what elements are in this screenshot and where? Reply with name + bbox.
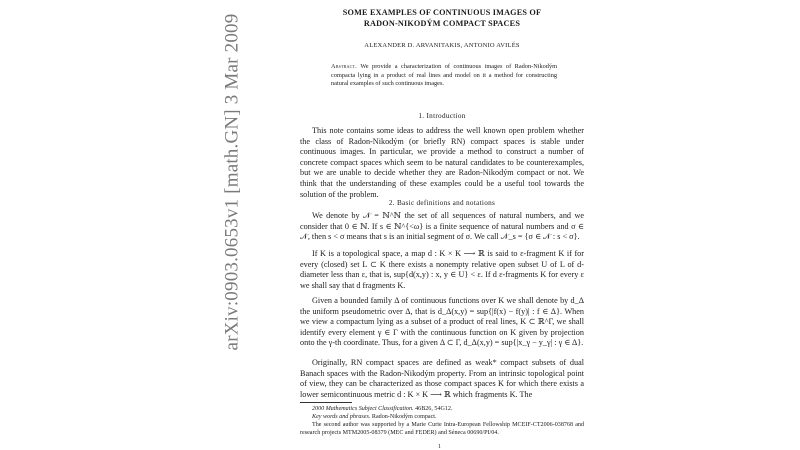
arxiv-identifier: arXiv:0903.0653v1 [math.GN] 3 Mar 2009 <box>221 13 243 351</box>
paragraph-text: We denote by 𝒩 = ℕ^ℕ the set of all sequences of natural numbers, and we consider that 0 ∈ ℕ. If s ∈ ℕ^{<ω} is a finite sequence of natural numbers and σ ∈ 𝒩, then s < σ means that s is an initial segment of σ. We call 𝒩_s = {σ ∈ 𝒩 : s < σ}. <box>300 211 584 242</box>
section-heading-definitions: 2. Basic definitions and notations <box>388 199 496 207</box>
paragraph-text: Given a bounded family Δ of continuous functions over K we shall denote by d_Δ the uniform pseudometric over Δ, that is d_Δ(x,y) = sup{|f(x) − f(y)| : f ∈ Δ}. When we view a compactum lying as a subset of a product of real lines, K ⊂ ℝ^Γ, we shall identify every element γ ∈ Γ with the continuous function on K given by projection onto the γ-th coordinate. Thus, for a given Δ ⊂ Γ, d_Δ(x,y) = sup{|x_γ − y_γ| : γ ∈ Δ}. <box>300 296 584 348</box>
paragraph-rn-compact <box>300 358 584 400</box>
paragraph-text: Originally, RN compact spaces are defined as weak* compact subsets of dual Banach spaces with the Radon-Nikodým property. From an intrinsic topological point of view, they can be characterized as those compact spaces K for which there exists a lower semicontinuous metric d : K × K ⟶ ℝ which fragments K. The <box>300 358 584 399</box>
paragraph-text: This note contains some ideas to address the well known open problem whether the class of Radon-Nikodým (or briefly RN) compact spaces is stable under continuous images. In particular, we provide a method to construct a number of concrete compact spaces which seem to be natural candidates to be counterexamples, but we are unable to decide whether they are Radon-Nikodým compact or not. We think that the understanding of these examples could be a useful tool towards the solution of the problem. <box>300 126 584 199</box>
paper-authors: ALEXANDER D. ARVANITAKIS, ANTONIO AVILÉS <box>364 42 520 49</box>
title-line-1: SOME EXAMPLES OF CONTINUOUS IMAGES OF <box>342 8 542 17</box>
abstract <box>331 63 557 89</box>
support-text: The second author was supported by a Marie Curie Intra-European Fellowship MCEIF-CT2006-038768 and research projects MTM2005-08379 (MEC and FEDER) and Séneca 00690/PI/04. <box>300 422 584 437</box>
footnote-support <box>300 421 584 437</box>
footnote-rule <box>300 402 352 403</box>
keywords-label: Key words and phrases. <box>312 414 371 420</box>
paper-title <box>300 8 584 29</box>
paragraph-pseudometric <box>300 296 584 349</box>
section-heading-introduction: 1. Introduction <box>418 112 466 120</box>
paragraph-fragmentation <box>300 249 584 291</box>
paragraph-notation <box>300 211 584 243</box>
paragraph-text: If K is a topological space, a map d : K × K ⟶ ℝ is said to ε-fragment K if for every (closed) set L ⊂ K there exists a nonempty relative open subset U of L of d-diameter less than ε, that is, sup{d(x,y) : x, y ∈ U} < ε. If d ε-fragments K for every ε we shall say that d fragments K. <box>300 249 584 290</box>
msc-value: 46B26, 54G12. <box>415 406 453 412</box>
title-line-2: RADON-NIKODÝM COMPACT SPACES <box>363 18 521 28</box>
keywords-value: Radon-Nikodým compact. <box>371 414 437 420</box>
abstract-text: We provide a characterization of continuous images of Radon-Nikodým compacta lying in a product of real lines and model on it a method for constructing natural examples of such continuous images. <box>331 63 557 88</box>
footnote-keywords <box>300 413 584 421</box>
footnote-msc <box>300 405 584 413</box>
paragraph-introduction <box>300 126 584 200</box>
page-number: 1 <box>438 444 441 450</box>
msc-label: 2000 Mathematics Subject Classification. <box>312 406 414 412</box>
abstract-label: Abstract. <box>331 63 357 70</box>
arxiv-stamp <box>197 13 267 351</box>
